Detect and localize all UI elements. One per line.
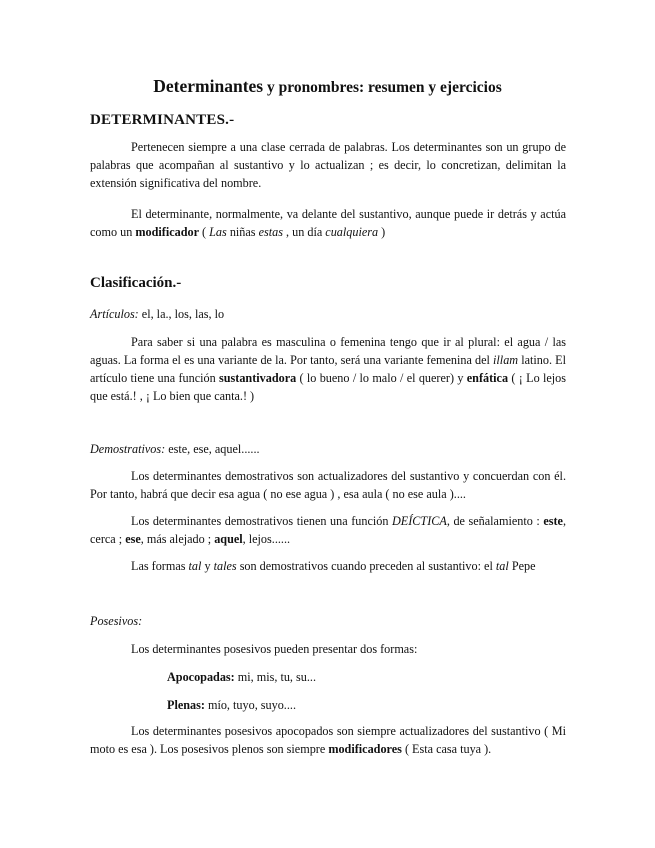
bold-term: Plenas: xyxy=(167,698,205,712)
text: , un día xyxy=(282,225,326,239)
text: latino. El artículo tiene una función xyxy=(90,353,566,385)
text: y xyxy=(201,559,214,573)
section-label: Artículos: xyxy=(90,307,139,321)
italic-term: Las xyxy=(209,225,227,239)
italic-term: tal xyxy=(495,559,509,573)
text: , lejos...... xyxy=(242,532,291,546)
text: niñas xyxy=(226,225,259,239)
posesivos-paragraph-1: Los determinantes posesivos pueden presentar dos formas: xyxy=(131,642,418,656)
text: el, la., los, las, lo xyxy=(138,307,225,321)
demostrativos-line xyxy=(90,440,260,458)
intro-paragraph-2 xyxy=(90,205,566,241)
demostrativos-paragraph-1: Los determinantes demostrativos son actualizadores del sustantivo y concuerdan con él. Por tanto, habrá que decir esa agua ( no ese agua ) , esa aula ( no ese aula ).... xyxy=(90,469,566,501)
bold-term: enfática xyxy=(466,371,509,385)
text: El determinante, normalmente, va delante del sustantivo, aunque puede ir detrás y actúa como un xyxy=(90,207,566,239)
bold-term: sustantivadora xyxy=(219,371,297,385)
bold-term: ese xyxy=(125,532,141,546)
intro-paragraph-1: Pertenecen siempre a una clase cerrada de palabras. Los determinantes son un grupo de palabras que acompañan al sustantivo y lo actualizan ; es decir, lo concretizan, delimitan la extensión significativa del nombre. xyxy=(90,140,566,190)
text: ( ¡ Lo lejos que está.! , ¡ Lo bien que canta.! ) xyxy=(90,371,566,403)
demostrativos-paragraph-3 xyxy=(131,557,536,575)
bold-term: modificador xyxy=(135,225,199,239)
title-rest: y pronombres: resumen y ejercicios xyxy=(263,79,502,96)
bold-term: Apocopadas: xyxy=(167,670,235,684)
title-main: Determinantes xyxy=(153,76,264,96)
text: ( lo bueno / lo malo / el querer) y xyxy=(296,371,467,385)
italic-term: tal xyxy=(188,559,202,573)
text: Para saber si una palabra es masculina o femenina tengo que ir al plural: el agua / las aguas. La forma el es una variante de la. Por tanto, será una variante femenina del xyxy=(90,335,566,367)
articulos-line xyxy=(90,305,224,323)
text: ( xyxy=(199,225,210,239)
posesivos-plenas xyxy=(167,696,296,714)
posesivos-line xyxy=(90,612,142,630)
italic-term: DEÍCTICA xyxy=(392,514,447,528)
text: son demostrativos cuando preceden al sustantivo: el xyxy=(236,559,496,573)
text: ( Esta casa tuya ). xyxy=(401,742,492,756)
text: Las formas xyxy=(131,559,189,573)
text: Pepe xyxy=(508,559,536,573)
heading-determinantes: DETERMINANTES.- xyxy=(90,112,235,128)
text: mi, mis, tu, su... xyxy=(234,670,316,684)
text: , más alejado ; xyxy=(140,532,215,546)
bold-term: aquel xyxy=(214,532,243,546)
posesivos-apocopadas xyxy=(167,668,316,686)
page-title xyxy=(0,76,655,97)
italic-term: illam xyxy=(493,353,519,367)
text: Los determinantes demostrativos tienen una función xyxy=(131,514,392,528)
bold-term: este xyxy=(543,514,563,528)
italic-term: cualquiera xyxy=(325,225,379,239)
section-label: Demostrativos: xyxy=(90,442,166,456)
posesivos-paragraph-2 xyxy=(90,722,566,758)
italic-term: estas xyxy=(258,225,283,239)
demostrativos-paragraph-2 xyxy=(90,512,566,548)
heading-clasificacion: Clasificación.- xyxy=(90,275,182,291)
text: ) xyxy=(378,225,386,239)
text: , de señalamiento : xyxy=(446,514,544,528)
text: , cerca ; xyxy=(90,514,566,546)
italic-term: tales xyxy=(213,559,237,573)
section-label: Posesivos: xyxy=(90,614,143,628)
text: mío, tuyo, suyo.... xyxy=(204,698,296,712)
articulos-paragraph xyxy=(90,333,566,405)
text: Los determinantes posesivos apocopados son siempre actualizadores del sustantivo ( Mi moto es esa ). Los posesivos plenos son siempre xyxy=(90,724,566,756)
text: este, ese, aquel...... xyxy=(165,442,260,456)
bold-term: modificadores xyxy=(328,742,402,756)
